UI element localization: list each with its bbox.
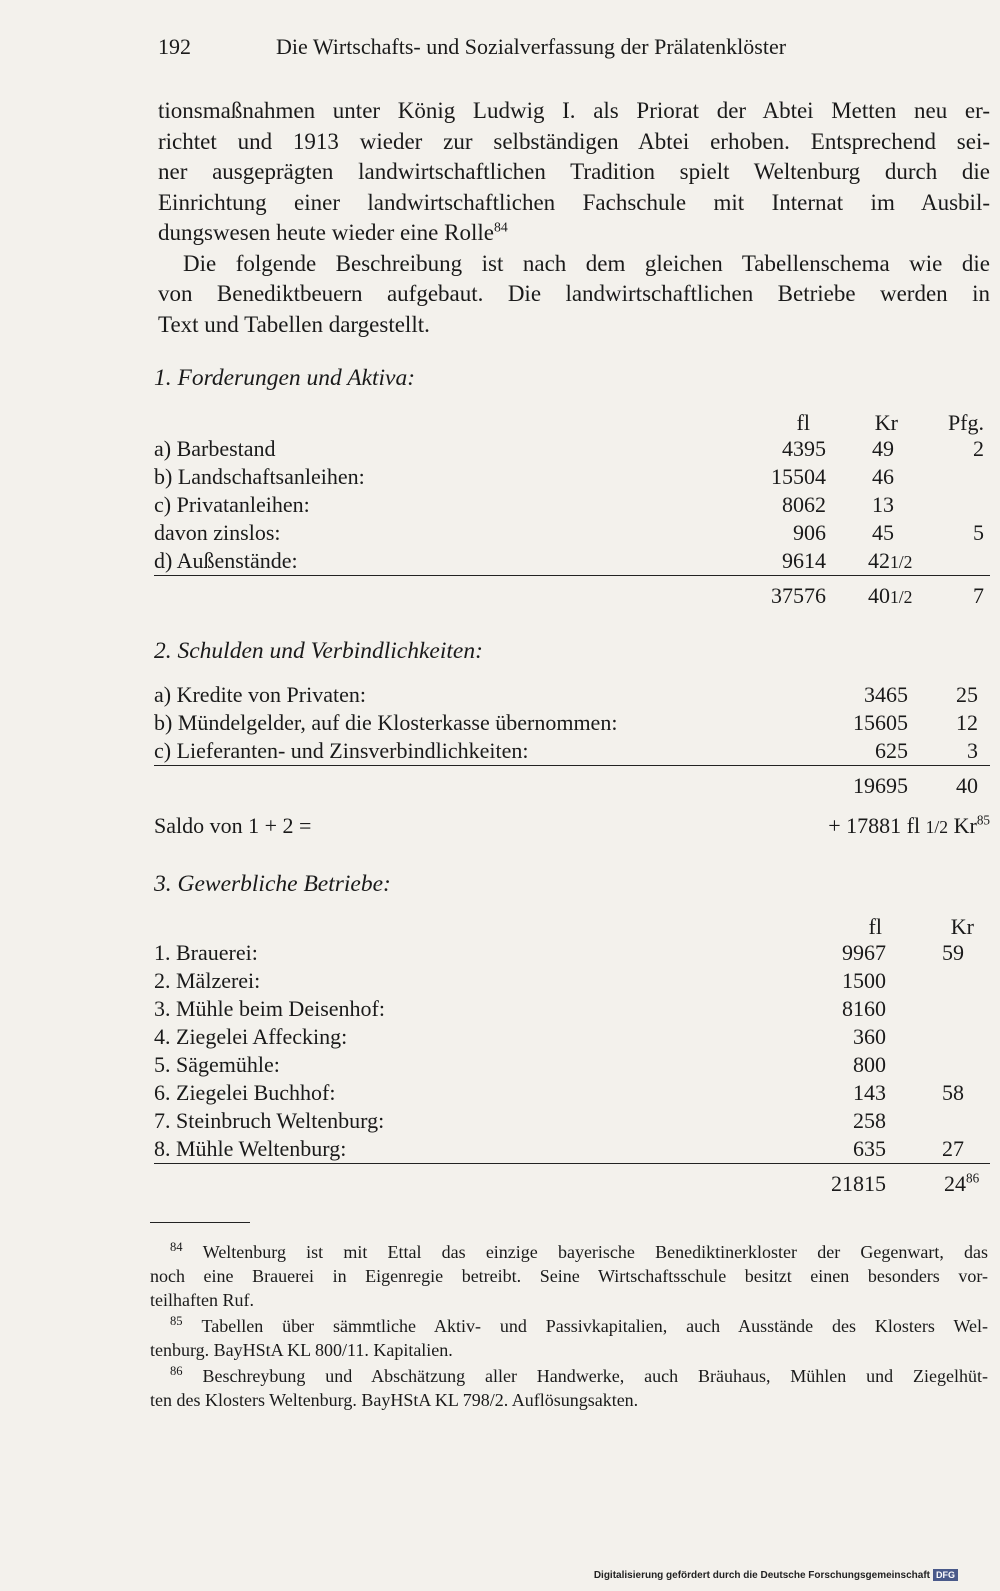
- row-fl: 9967: [842, 940, 886, 965]
- footnote-number: 84: [170, 1240, 183, 1254]
- row-kr: 25: [956, 682, 978, 707]
- row-label: 8. Mühle Weltenburg:: [154, 1136, 347, 1161]
- row-label: 4. Ziegelei Affecking:: [154, 1024, 348, 1049]
- row-kr: 12: [956, 710, 978, 735]
- row-kr: 27: [942, 1136, 964, 1161]
- table-row: [154, 738, 990, 766]
- footnote-line: teilhaften Ruf.: [150, 1290, 254, 1310]
- sec1-total-row: [154, 583, 990, 611]
- col-header-kr: Kr: [950, 914, 974, 939]
- row-label: 6. Ziegelei Buchhof:: [154, 1080, 336, 1105]
- row-label: 3. Mühle beim Deisenhof:: [154, 996, 385, 1021]
- footnote-ref: 86: [966, 1170, 980, 1186]
- total-fl: 37576: [771, 583, 826, 608]
- row-fl: 1500: [842, 968, 886, 993]
- row-kr: 45: [872, 520, 894, 545]
- intro-paragraph: [158, 96, 990, 340]
- footnote-ref: 84: [493, 219, 508, 235]
- row-label: 7. Steinbruch Weltenburg:: [154, 1108, 385, 1133]
- footnote-text: Beschreybung und Abschätzung aller Handwerke, auch Bräuhaus, Mühlen und Ziegelhüt-: [202, 1366, 988, 1386]
- kr-int: 40: [868, 583, 890, 608]
- footnote-number: 85: [170, 1314, 183, 1328]
- row-fl: 625: [875, 738, 908, 763]
- kr-fraction: 1/2: [890, 552, 913, 572]
- row-fl: 143: [853, 1080, 886, 1105]
- sec1-col-headers: [154, 410, 990, 438]
- row-label: a) Barbestand: [154, 436, 276, 461]
- table-row: [154, 996, 990, 1024]
- row-label: d) Außenstände:: [154, 548, 298, 573]
- saldo-row: [154, 813, 990, 841]
- footnote-line: [150, 1240, 988, 1264]
- row-fl: 15504: [771, 464, 826, 489]
- footnote-line: noch eine Brauerei in Eigenregie betreibt. Seine Wirtschaftsschule besitzt einen besonders vor-: [150, 1266, 988, 1286]
- digitization-credit: [594, 1569, 958, 1581]
- text-line: von Benediktbeuern aufgebaut. Die landwirtschaftlichen Betriebe werden in: [158, 281, 990, 306]
- table-row: [154, 710, 990, 738]
- row-pfg: 5: [973, 520, 984, 545]
- row-fl: 8062: [782, 492, 826, 517]
- text-line-last: [158, 218, 990, 249]
- saldo-value: [828, 813, 990, 839]
- table-row: [154, 940, 990, 968]
- table-row: [154, 682, 990, 710]
- running-title: Die Wirtschafts- und Sozialverfassung der Prälatenklöster: [276, 34, 787, 59]
- page-number: 192: [158, 34, 191, 59]
- footnote-line: tenburg. BayHStA KL 800/11. Kapitalien.: [150, 1340, 453, 1360]
- saldo-label: Saldo von 1 + 2 =: [154, 813, 312, 838]
- table-row: [154, 1136, 990, 1164]
- dfg-logo: DFG: [933, 1569, 958, 1581]
- row-fl: 15605: [853, 710, 908, 735]
- row-label: b) Landschaftsanleihen:: [154, 464, 365, 489]
- row-kr: 3: [967, 738, 978, 763]
- table-row: [154, 548, 990, 576]
- row-label: c) Privatanleihen:: [154, 492, 310, 517]
- row-fl: 800: [853, 1052, 886, 1077]
- sec2-total-row: [154, 773, 990, 801]
- kr-fraction: 1/2: [890, 587, 913, 607]
- total-fl: 21815: [831, 1171, 886, 1196]
- sum-rule: [154, 765, 990, 766]
- footnote-number: 86: [170, 1364, 183, 1378]
- row-label: 1. Brauerei:: [154, 940, 258, 965]
- text-line: ner ausgeprägten landwirtschaftlichen Tradition spielt Weltenburg durch die: [158, 159, 990, 184]
- row-kr: 46: [872, 464, 894, 489]
- footnote-ref: 85: [976, 812, 990, 828]
- table-row: [154, 520, 990, 548]
- kr-int: 42: [868, 548, 890, 573]
- table-row: [154, 464, 990, 492]
- sec3-total-row: [154, 1171, 990, 1199]
- footnote-85: [150, 1314, 988, 1362]
- footnote-line: [150, 1364, 988, 1388]
- table-row: [154, 436, 990, 464]
- row-kr: [868, 548, 912, 574]
- saldo-unit: Kr: [953, 813, 977, 838]
- footnote-line: [150, 1314, 988, 1338]
- text-span: dungswesen heute wieder eine Rolle: [158, 220, 494, 245]
- col-header-fl: fl: [796, 410, 810, 435]
- total-fl: 19695: [853, 773, 908, 798]
- col-header-pfg: Pfg.: [947, 410, 984, 435]
- table-row: [154, 1108, 990, 1136]
- row-fl: 9614: [782, 548, 826, 573]
- sec3-col-headers: [154, 914, 990, 942]
- row-fl: 8160: [842, 996, 886, 1021]
- footnote-text: Weltenburg ist mit Ettal das einzige bayerische Benediktinerkloster der Gegenwart, das: [202, 1242, 988, 1262]
- row-kr: 49: [872, 436, 894, 461]
- text-line: richtet und 1913 wieder zur selbständigen Abtei erhoben. Entsprechend sei-: [158, 128, 990, 154]
- section-3-title: 3. Gewerbliche Betriebe:: [154, 871, 391, 897]
- row-label: a) Kredite von Privaten:: [154, 682, 366, 707]
- row-fl: 360: [853, 1024, 886, 1049]
- total-kr: [868, 583, 912, 609]
- table-row: [154, 1024, 990, 1052]
- total-kr: 40: [956, 773, 978, 798]
- section-1-title: 1. Forderungen und Aktiva:: [154, 365, 416, 391]
- col-header-fl: fl: [868, 914, 882, 939]
- kr-int: 24: [944, 1171, 966, 1196]
- row-label: b) Mündelgelder, auf die Klosterkasse übernommen:: [154, 710, 618, 735]
- row-label: c) Lieferanten- und Zinsverbindlichkeiten:: [154, 738, 529, 763]
- row-fl: 4395: [782, 436, 826, 461]
- row-kr: 59: [942, 940, 964, 965]
- row-kr: 13: [872, 492, 894, 517]
- row-fl: 906: [793, 520, 826, 545]
- table-row: [154, 1080, 990, 1108]
- total-kr: [944, 1171, 979, 1197]
- text-line: tionsmaßnahmen unter König Ludwig I. als Priorat der Abtei Metten neu er-: [158, 98, 990, 123]
- row-label: 2. Mälzerei:: [154, 968, 261, 993]
- footnote-line: ten des Klosters Weltenburg. BayHStA KL 798/2. Auflösungsakten.: [150, 1390, 639, 1410]
- text-line: Einrichtung einer landwirtschaftlichen Fachschule mit Internat im Ausbil-: [158, 189, 990, 215]
- footnote-separator: [150, 1222, 250, 1223]
- row-kr: 58: [942, 1080, 964, 1105]
- table-row: [154, 968, 990, 996]
- sum-rule: [154, 1163, 990, 1164]
- credit-text: Digitalisierung gefördert durch die Deutsche Forschungsgemeinschaft: [593, 1570, 930, 1581]
- section-2-title: 2. Schulden und Verbindlichkeiten:: [154, 638, 483, 664]
- footnote-86: [150, 1364, 988, 1412]
- sum-rule: [154, 575, 990, 576]
- row-fl: 3465: [864, 682, 908, 707]
- text-line: Die folgende Beschreibung ist nach dem gleichen Tabellenschema wie die: [183, 250, 990, 276]
- col-header-kr: Kr: [874, 410, 898, 435]
- row-label: 5. Sägemühle:: [154, 1052, 280, 1077]
- saldo-amount: + 17881 fl: [828, 813, 921, 838]
- row-label: davon zinslos:: [154, 520, 281, 545]
- footnote-text: Tabellen über sämmtliche Aktiv- und Passivkapitalien, auch Ausstände des Klosters Wel-: [201, 1316, 988, 1336]
- total-pfg: 7: [973, 583, 984, 608]
- footnote-84: [150, 1240, 988, 1312]
- row-pfg: 2: [973, 436, 984, 461]
- text-line: Text und Tabellen dargestellt.: [158, 311, 430, 337]
- row-fl: 635: [853, 1136, 886, 1161]
- table-row: [154, 1052, 990, 1080]
- row-fl: 258: [853, 1108, 886, 1133]
- table-row: [154, 492, 990, 520]
- saldo-fraction: 1/2: [925, 817, 949, 837]
